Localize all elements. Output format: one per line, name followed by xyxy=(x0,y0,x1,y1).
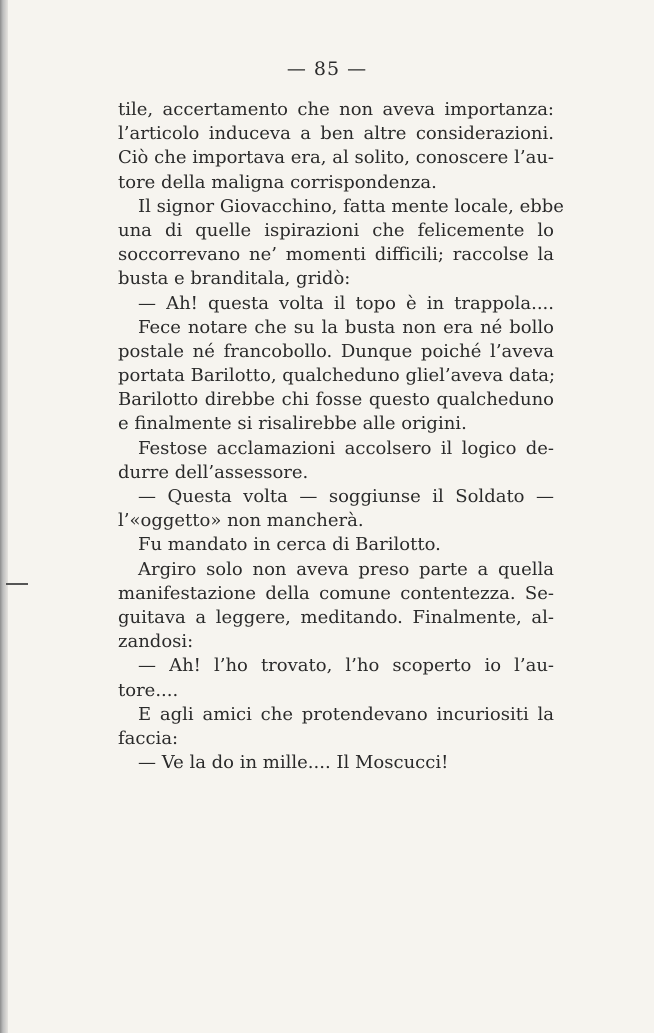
text-line: soccorrevano ne’ momenti difficili; raccolse la xyxy=(118,244,554,266)
text-line: Fece notare che su la busta non era né bollo xyxy=(138,316,554,338)
text-line: Barilotto direbbe chi fosse questo qualcheduno xyxy=(118,389,554,411)
text-body xyxy=(118,98,564,775)
text-line: manifestazione della comune contentezza. Se- xyxy=(118,582,554,604)
text-line: e finalmente si risalirebbe alle origini. xyxy=(118,413,467,435)
text-line: zandosi: xyxy=(118,631,194,653)
text-line: faccia: xyxy=(118,727,179,749)
text-line: busta e branditala, gridò: xyxy=(118,268,351,290)
text-line: postale né francobollo. Dunque poiché l’aveva xyxy=(118,340,554,362)
text-line: tore della maligna corrispondenza. xyxy=(118,171,437,193)
text-line: guitava a leggere, meditando. Finalmente, al- xyxy=(118,606,554,628)
text-line: tore.... xyxy=(118,679,179,701)
text-line: Ciò che importava era, al solito, conoscere l’au- xyxy=(118,147,554,169)
text-line: portata Barilotto, qualcheduno gliel’aveva data; xyxy=(118,365,556,387)
text-line: l’«oggetto» non mancherà. xyxy=(118,510,364,532)
text-line: Il signor Giovacchino, fatta mente locale, ebbe xyxy=(138,195,564,217)
text-line: Festose acclamazioni accolsero il logico de- xyxy=(138,437,554,459)
text-line: — Ah! l’ho trovato, l’ho scoperto io l’au- xyxy=(138,655,554,677)
text-line: — Questa volta — soggiunse il Soldato — xyxy=(138,486,554,507)
text-line: E agli amici che protendevano incuriositi la xyxy=(138,703,554,725)
text-line: una di quelle ispirazioni che felicemente lo xyxy=(118,219,554,241)
text-line: — Ah! questa volta il topo è in trappola.... xyxy=(138,292,554,314)
text-line: — Ve la do in mille.... Il Moscucci! xyxy=(138,752,449,774)
text-line: durre dell’assessore. xyxy=(118,461,309,483)
text-line: Fu mandato in cerca di Barilotto. xyxy=(138,534,441,556)
text-line: tile, accertamento che non aveva importanza: xyxy=(118,99,554,120)
page-number: — 85 — xyxy=(286,58,368,80)
text-line: l’articolo induceva a ben altre considerazioni. xyxy=(118,123,554,145)
text-line: Argiro solo non aveva preso parte a quella xyxy=(138,558,554,580)
